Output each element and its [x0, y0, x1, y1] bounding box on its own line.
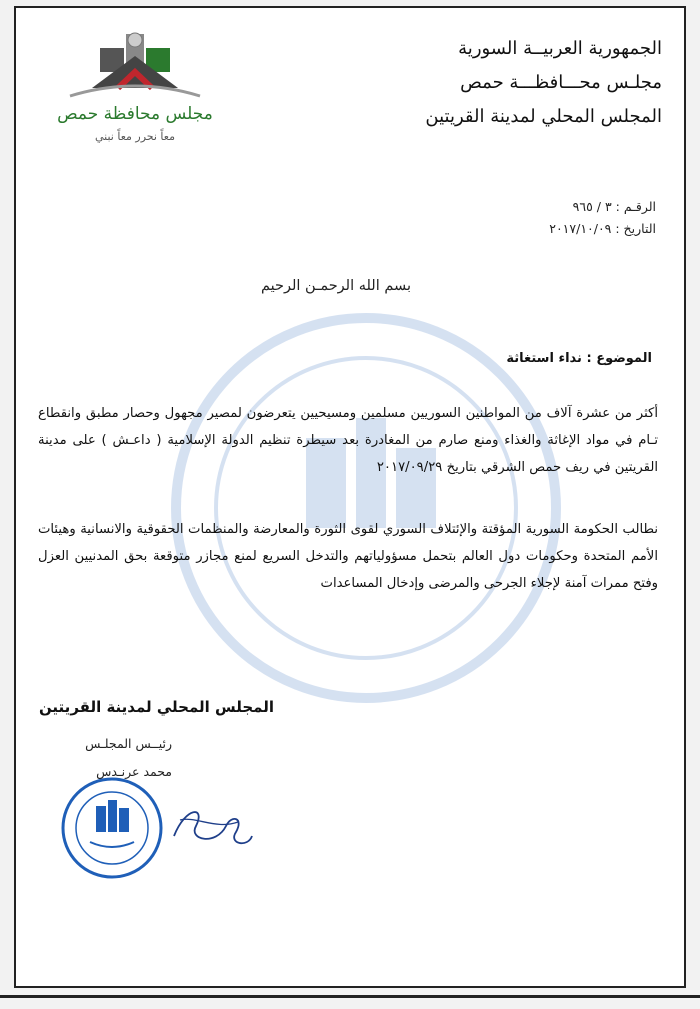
signature-name: محمد عرنـدس — [96, 764, 172, 779]
letter-page — [14, 6, 686, 988]
letter-header — [362, 32, 662, 134]
subject-line: الموضوع : نداء استغاثة — [506, 351, 652, 366]
council-logo — [30, 26, 240, 156]
reference-number: الرقـم : ٣ / ٩٦٥ — [572, 199, 656, 214]
handwritten-signature — [166, 796, 256, 856]
header-republic: الجمهورية العربيــة السورية — [458, 38, 662, 59]
reference-block — [549, 196, 656, 240]
official-stamp — [60, 776, 164, 880]
watermark-seal — [166, 308, 566, 708]
header-governorate: مجلـس محـــافظـــة حمص — [460, 72, 662, 93]
signature-role: رئيــس المجلـس — [85, 736, 172, 751]
logo-subtitle: معاً نحرر معاً نبني — [94, 130, 175, 143]
body-paragraph-1: أكثر من عشرة آلاف من المواطنين السوريين مسلمين ومسيحيين يتعرضون لمصير مجهول وحصار مطبق وانقطاع تـام في مواد الإغاثة والغذاء ومنع صارم من المغادرة بعد سيطرة تنظيم الدولة الإسلامية ( داعـش ) على مدينة القريتين في ريف حمص الشرقي بتاريخ ٢٠١٧/٠٩/٢٩ — [38, 406, 658, 475]
council-emblem-icon — [30, 26, 240, 106]
body-paragraph-2: نطالب الحكومة السورية المؤقتة والإئتلاف السوري لقوى الثورة والمعارضة والمنظمات الحقوقية والانسانية وهيئات الأمم المتحدة وحكومات دول العالم بتحمل مسؤولياتهم والتدخل السريع لمنع مجازر متوقعة بحق المدنيين العزل وفتح ممرات آمنة لإجلاء الجرحى والمرضى وإدخال المساعدات — [38, 522, 658, 591]
reference-date: التاريخ : ٢٠١٧/١٠/٠٩ — [549, 221, 656, 236]
logo-title: مجلس محافظة حمص — [57, 104, 213, 124]
header-local-council: المجلس المحلي لمدينة القريتين — [425, 106, 662, 127]
basmala: بسم الله الرحمـن الرحيم — [261, 278, 411, 294]
bottom-rule — [0, 995, 700, 998]
signature-council: المجلس المحلي لمدينة القريتين — [38, 698, 274, 716]
